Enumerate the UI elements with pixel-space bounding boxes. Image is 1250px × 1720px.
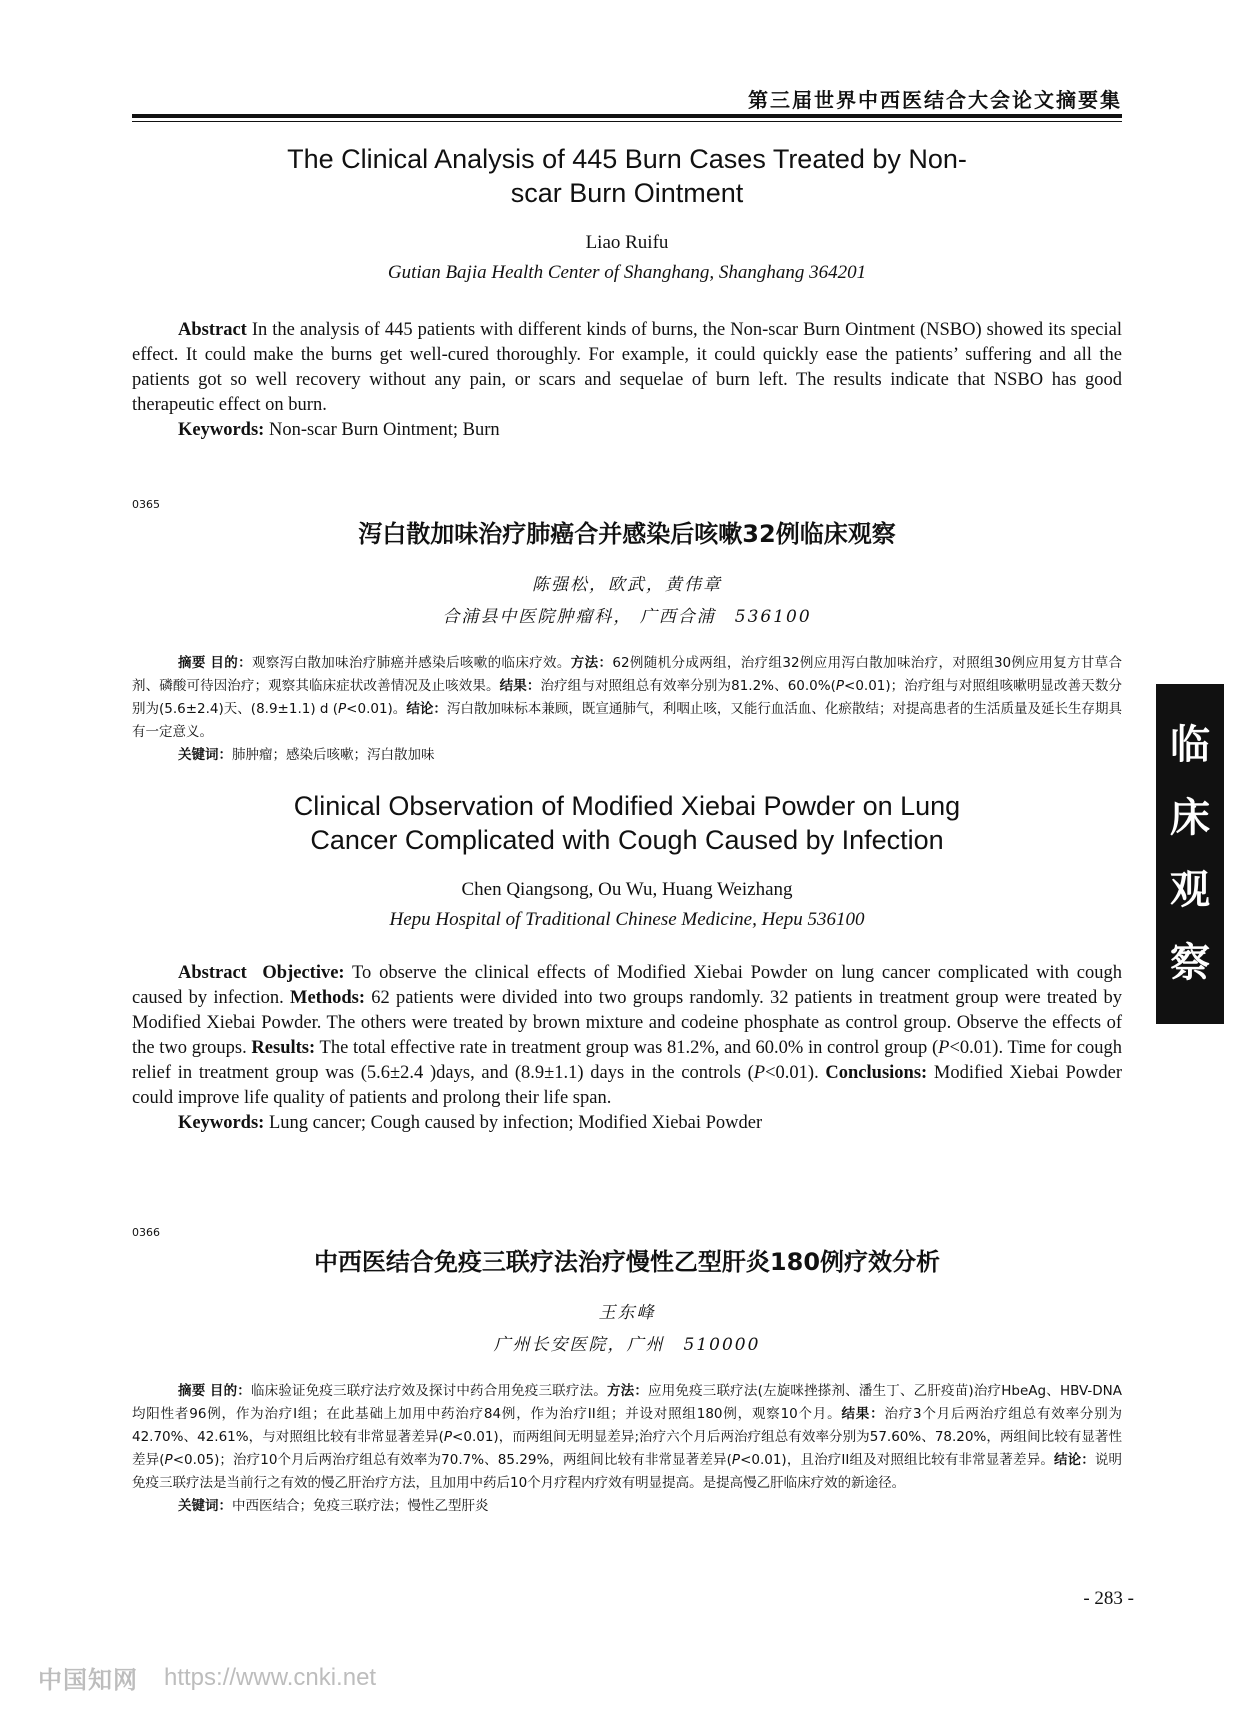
p-symbol: P xyxy=(938,1038,950,1058)
keywords-label: 关键词： xyxy=(178,1498,232,1514)
header-title: 第三届世界中西医结合大会论文摘要集 xyxy=(748,88,1122,112)
side-tab-char: 临 xyxy=(1170,720,1210,768)
methods-label: 方法： xyxy=(570,655,613,671)
paper2-abstract-cn xyxy=(132,652,1122,767)
results-label: Results: xyxy=(251,1038,316,1058)
paper2-affiliation-en: Hepu Hospital of Traditional Chinese Medicine, Hepu 536100 xyxy=(389,909,865,930)
keywords-label: Keywords: xyxy=(178,1113,265,1133)
watermark-url: https://www.cnki.net xyxy=(164,1663,377,1691)
conclusion-text: Modified Xiebai Powder could improve life quality of patients and prolong their life span. xyxy=(132,1063,1122,1108)
watermark xyxy=(38,1660,376,1695)
results-text: <0.01). xyxy=(765,1063,826,1083)
objective-text: 观察泻白散加味治疗肺癌并感染后咳嗽的临床疗效。 xyxy=(251,655,571,671)
methods-text: 62 patients were divided into two groups randomly. 32 patients in treatment group were treated by Modified Xiebai Powder. The others were treated by brown mixture and codeine phosphate as control group. Observe the effects of the two groups. xyxy=(132,988,1122,1058)
paper3 xyxy=(132,1246,1122,1518)
paper1-affiliation: Gutian Bajia Health Center of Shanghang, Shanghang 364201 xyxy=(387,262,867,283)
results-text: 治疗3个月后两治疗组总有效率分别为42.70%、42.61%，与对照组比较有非常显著差异( xyxy=(132,1406,1123,1445)
abstract-label: Abstract xyxy=(178,320,247,340)
paper2-title-cn: 泻白散加味治疗肺癌合并感染后咳嗽32例临床观察 xyxy=(358,520,896,548)
abstract-text: In the analysis of 445 patients with different kinds of burns, the Non-scar Burn Ointment (NSBO) showed its special effect. It could make the burns get well-cured thoroughly. For example, it could quickly ease the patients’ suffering and all the patients got so well recovery without any pain, or scars and sequelae of burn left. The results indicate that NSBO has good therapeutic effect on burn. xyxy=(132,320,1122,415)
results-label: 结果： xyxy=(841,1406,885,1422)
paper2-abstract-en xyxy=(132,961,1122,1136)
paper2 xyxy=(132,518,1122,1136)
paper3-title-cn: 中西医结合免疫三联疗法治疗慢性乙型肝炎180例疗效分析 xyxy=(313,1248,941,1276)
keywords-text: Lung cancer; Cough caused by infection; Modified Xiebai Powder xyxy=(264,1113,763,1133)
objective-label: Objective: xyxy=(262,963,345,983)
conclusion-label: 结论： xyxy=(406,701,447,717)
paper1-abstract xyxy=(132,318,1122,443)
abstract-label: 摘要 xyxy=(178,655,206,671)
p-symbol: P xyxy=(753,1063,766,1083)
paper2-id: 0365 xyxy=(132,498,160,511)
paper1 xyxy=(132,142,1122,443)
methods-text: 应用免疫三联疗法(左旋咪挫搽剂、潘生丁、乙肝疫苗)治疗HbeAg、HBV-DNA均阳性者96例，作为治疗I组；在此基础上加用中药治疗84例，作为治疗II组；并设对照组180例，观察10个月。 xyxy=(132,1383,1123,1422)
header-rule xyxy=(132,114,1122,118)
abstract-label: 摘要 xyxy=(178,1383,206,1399)
results-text: <0.01)。 xyxy=(346,701,407,717)
paper1-title: The Clinical Analysis of 445 Burn Cases Treated by Non-scar Burn Ointment xyxy=(287,144,967,208)
section-side-tab xyxy=(1156,684,1224,1024)
p-symbol: P xyxy=(164,1452,173,1468)
header-rule-thin xyxy=(132,121,1122,122)
objective-text: To observe the clinical effects of Modified Xiebai Powder on lung cancer complicated with cough caused by infection. xyxy=(132,963,1122,1008)
paper3-abstract-cn xyxy=(132,1380,1122,1518)
conclusion-text: 泻白散加味标本兼顾，既宣通肺气，利咽止咳，又能行血活血、化瘀散结；对提高患者的生活质量及延长生存期具有一定意义。 xyxy=(132,701,1123,740)
objective-label: 目的： xyxy=(209,1383,251,1399)
conclusion-text: 说明免疫三联疗法是当前行之有效的慢乙肝治疗方法，且加用中药后10个月疗程内疗效有明显提高。是提高慢乙肝临床疗效的新途径。 xyxy=(132,1452,1123,1491)
keywords-text: 肺肿瘤；感染后咳嗽；泻白散加味 xyxy=(232,747,435,763)
paper1-author: Liao Ruifu xyxy=(585,232,669,253)
results-text: <0.01)，而两组间无明显差异;治疗六个月后两治疗组总有效率分别为57.60%、78.20%，两组间比较有显著性差异( xyxy=(132,1429,1122,1468)
keywords-label: Keywords: xyxy=(178,420,265,440)
side-tab-char: 床 xyxy=(1170,793,1210,841)
paper2-affiliation-cn: 合浦县中医院肿瘤科， 广西合浦 536100 xyxy=(442,607,812,627)
p-symbol: P xyxy=(731,1452,741,1468)
side-tab-char: 察 xyxy=(1170,939,1210,987)
paper2-title-en: Clinical Observation of Modified Xiebai Powder on Lung Cancer Complicated with Cough Caused by Infection xyxy=(293,791,961,855)
running-header xyxy=(132,84,1122,118)
keywords-text: 中西医结合；免疫三联疗法；慢性乙型肝炎 xyxy=(232,1498,489,1514)
results-text: <0.05)；治疗10个月后两治疗组总有效率为70.7%、85.29%，两组间比较有非常显著差异( xyxy=(172,1452,732,1468)
results-text: <0.01)；治疗组与对照组咳嗽明显改善天数分别为(5.6±2.4)天、(8.9±1.1) d ( xyxy=(132,678,1123,717)
p-symbol: P xyxy=(338,701,347,717)
results-label: 结果： xyxy=(499,678,541,694)
results-text: The total effective rate in treatment group was 81.2%, and 60.0% in control group ( xyxy=(315,1038,939,1058)
paper2-authors-cn: 陈强松，欧武，黄伟章 xyxy=(532,575,722,595)
side-tab-char: 观 xyxy=(1170,866,1210,914)
keywords-label: 关键词： xyxy=(178,747,232,763)
paper2-authors-en: Chen Qiangsong, Ou Wu, Huang Weizhang xyxy=(461,879,793,900)
objective-text: 临床验证免疫三联疗法疗效及探讨中药合用免疫三联疗法。 xyxy=(250,1383,607,1399)
objective-label: 目的： xyxy=(210,655,252,671)
watermark-logo: 中国知网 xyxy=(38,1666,138,1694)
conclusion-label: 结论： xyxy=(1053,1452,1095,1468)
results-text: <0.01)，且治疗II组及对照组比较有非常显著差异。 xyxy=(740,1452,1054,1468)
p-symbol: P xyxy=(835,678,845,694)
results-text: 治疗组与对照组总有效率分别为81.2%、60.0%( xyxy=(540,678,836,694)
methods-label: Methods: xyxy=(289,988,366,1008)
paper3-id: 0366 xyxy=(132,1226,160,1239)
methods-label: 方法： xyxy=(606,1383,649,1399)
keywords-text: Non-scar Burn Ointment; Burn xyxy=(264,420,500,440)
page-number: - 283 - xyxy=(1083,1588,1134,1609)
conclusion-label: Conclusions: xyxy=(825,1063,928,1083)
p-symbol: P xyxy=(443,1429,453,1445)
paper3-affiliation-cn: 广州长安医院，广州 510000 xyxy=(493,1335,761,1355)
abstract-label: Abstract xyxy=(178,963,247,983)
methods-text: 62例随机分成两组，治疗组32例应用泻白散加味治疗，对照组30例应用复方甘草合剂、磷酸可待因治疗；观察其临床症状改善情况及止咳效果。 xyxy=(132,655,1123,694)
results-text: <0.01). Time for cough relief in treatment group was (5.6±2.4 )days, and (8.9±1.1) days in the controls ( xyxy=(132,1038,1123,1083)
paper3-author-cn: 王东峰 xyxy=(598,1303,656,1323)
